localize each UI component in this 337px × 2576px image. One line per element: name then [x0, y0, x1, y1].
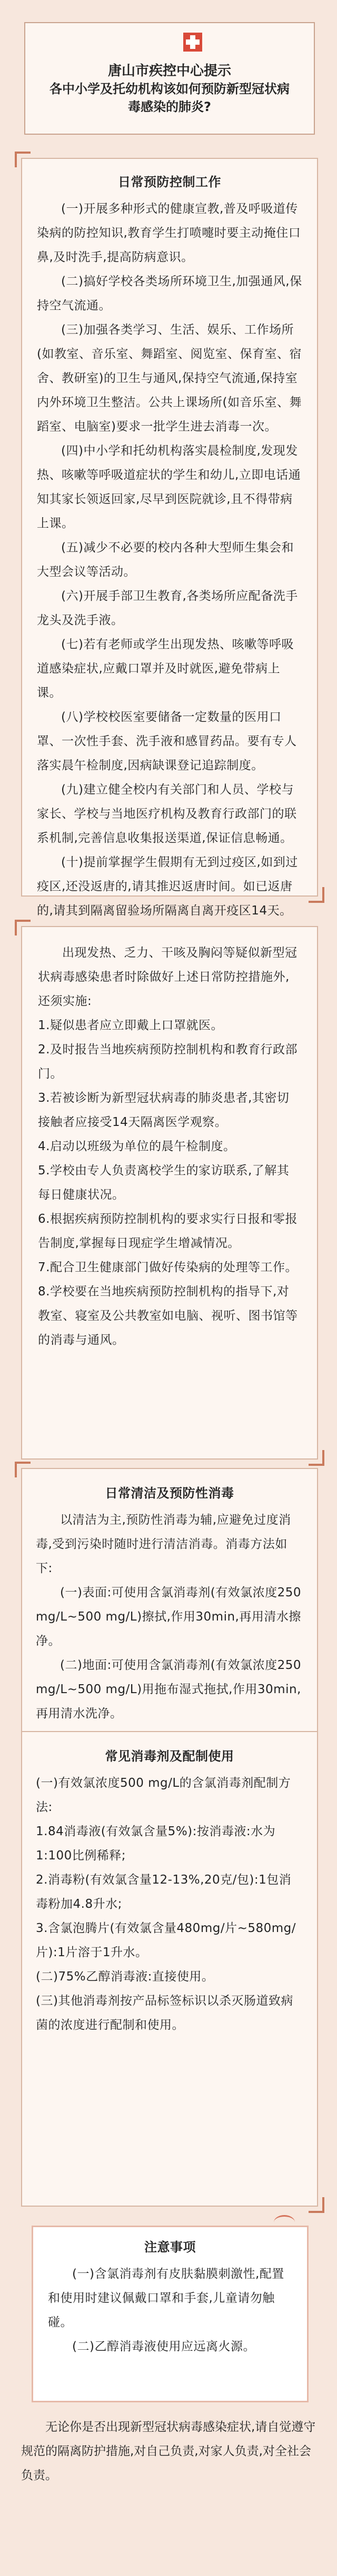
list-item: 8.学校要在当地疾病预防控制机构的指导下,对教室、寝室及公共教室如电脑、视听、图书馆等的消毒与通风。 [38, 1285, 298, 1347]
list-item: (三)其他消毒剂按产品标签标识以杀灭肠道致病菌的浓度进行配制和使用。 [36, 1994, 293, 2032]
list-item: 3.含氯泡腾片(有效氯含量480mg/片~580mg/片):1片溶于1升水。 [36, 1921, 296, 1959]
corner-decoration [15, 920, 31, 935]
corner-decoration [309, 1450, 324, 1466]
corner-decoration [309, 887, 324, 903]
list-item: 以清洁为主,预防性消毒为辅,应避免过度消毒,受到污染时随时进行清洁消毒。消毒方法如下: [36, 1513, 291, 1575]
list-item: (七)若有老师或学生出现发热、咳嗽等呼吸道感染症状,应戴口罩并及时就医,避免带病上课。 [37, 638, 294, 700]
list-item: (八)学校校医室要储备一定数量的医用口罩、一次性手套、洗手液和感冒药品。要有专人落实晨午检制度,因病缺课登记追踪制度。 [37, 710, 297, 772]
section-title: 日常清洁及预防性消毒 [105, 1486, 234, 1501]
list-item: (一)含氯消毒剂有皮肤黏膜刺激性,配置和使用时建议佩戴口罩和手套,儿童请勿触碰。 [48, 2267, 284, 2329]
list-item: (一)有效氯浓度500 mg/L的含氯消毒剂配制方法: [36, 1776, 291, 1814]
list-item: 4.启动以班级为单位的晨午检制度。 [38, 1140, 236, 1153]
list-item: (四)中小学和托幼机构落实晨检制度,发现发热、咳嗽等呼吸道症状的学生和幼儿,立即电话通知其家长领返回家,尽早到医院就诊,且不得带病上课。 [37, 444, 301, 530]
list-item: 1.疑似患者应立即戴上口罩就医。 [38, 1019, 223, 1032]
list-item: 5.学校由专人负责离校学生的家访联系,了解其每日健康状况。 [38, 1164, 290, 1202]
list-item: (二)乙醇消毒液使用应远离火源。 [72, 2340, 255, 2353]
list-item: (五)减少不必要的校内各种大型师生集会和大型会议等活动。 [37, 541, 294, 579]
notes-section [32, 2226, 309, 2402]
list-item: (一)表面:可使用含氯消毒剂(有效氯浓度250 mg/L~500 mg/L)擦拭,作用30min,再用清水擦净。 [36, 1586, 302, 1648]
list-item: 6.根据疾病预防控制机构的要求实行日报和零报告制度,掌握每日现症学生增减情况。 [38, 1212, 298, 1250]
header-title: 唐山市疾控中心提示 [107, 63, 231, 79]
medical-cross-icon [183, 33, 202, 52]
list-item: 7.配合卫生健康部门做好传染病的处理等工作。 [38, 1261, 298, 1274]
list-item: 3.若被诊断为新型冠状病毒的肺炎患者,其密切接触者应接受14天隔离医学观察。 [38, 1091, 290, 1129]
disinfectant-section [21, 1731, 318, 2207]
section-title: 注意事项 [144, 2240, 196, 2255]
list-item: 2.消毒粉(有效氯含量12-13%,20克/包):1包消毒粉加4.8升水; [36, 1873, 292, 1911]
corner-decoration [15, 152, 31, 167]
header-card [24, 22, 315, 135]
section-intro: 出现发热、乏力、干咳及胸闷等疑似新型冠状病毒感染患者时除做好上述日常防控措施外,还须实施: [38, 946, 298, 1008]
footer [21, 2415, 316, 2488]
list-item: (九)建立健全校内有关部门和人员、学校与家长、学校与当地医疗机构及教育行政部门的联系机制,完善信息收集报送渠道,保证信息畅通。 [37, 783, 297, 845]
footer-text: 无论你是否出现新型冠状病毒感染症状,请自觉遵守规范的隔离防护措施,对自己负责,对家人负责,对全社会负责。 [21, 2420, 316, 2482]
section-title: 常见消毒剂及配制使用 [105, 1749, 234, 1764]
header-subtitle: 各中小学及托幼机构该如何预防新型冠状病毒感染的肺炎? [49, 82, 290, 114]
cleaning-section [21, 1468, 318, 1733]
list-item: (六)开展手部卫生教育,各类场所应配备洗手龙头及洗手液。 [37, 589, 298, 627]
list-item: (一)开展多种形式的健康宣教,普及呼吸道传染病的防控知识,教育学生打喷嚏时要主动掩住口鼻,及时洗手,提高防病意识。 [37, 202, 301, 264]
list-item: (三)加强各类学习、生活、娱乐、工作场所(如教室、音乐室、舞蹈室、阅览室、保育室、宿舍、教研室)的卫生与通风,保持空气流通,保持室内外环境卫生整洁。公共上课场所(如音乐室、舞蹈室、电脑室)要求一批学生进去消毒一次。 [37, 323, 302, 434]
list-item: 1.84消毒液(有效氯含量5%):按消毒液:水为1:100比例稀释; [36, 1825, 276, 1863]
list-item: (二)搞好学校各类场所环境卫生,加强通风,保持空气流通。 [37, 275, 302, 313]
list-item: (二)地面:可使用含氯消毒剂(有效氯浓度250 mg/L~500 mg/L)用拖布湿式拖拭,作用30min,再用清水洗净。 [36, 1658, 302, 1720]
section-title: 日常预防控制工作 [118, 175, 221, 189]
corner-decoration [15, 1462, 31, 1477]
suspect-case-section [21, 926, 318, 1460]
list-item: 2.及时报告当地疾病预防控制机构和教育行政部门。 [38, 1043, 298, 1081]
list-item: (二)75%乙醇消毒液:直接使用。 [36, 1970, 214, 1984]
corner-decoration [309, 2197, 324, 2213]
daily-prevention-section [21, 158, 318, 918]
list-item: (十)提前掌握学生假期有无到过疫区,如到过疫区,还没返唐的,请其推迟返唐时间。如已返唐的,请其到隔离留验场所隔离自离开疫区14天。 [37, 856, 298, 918]
